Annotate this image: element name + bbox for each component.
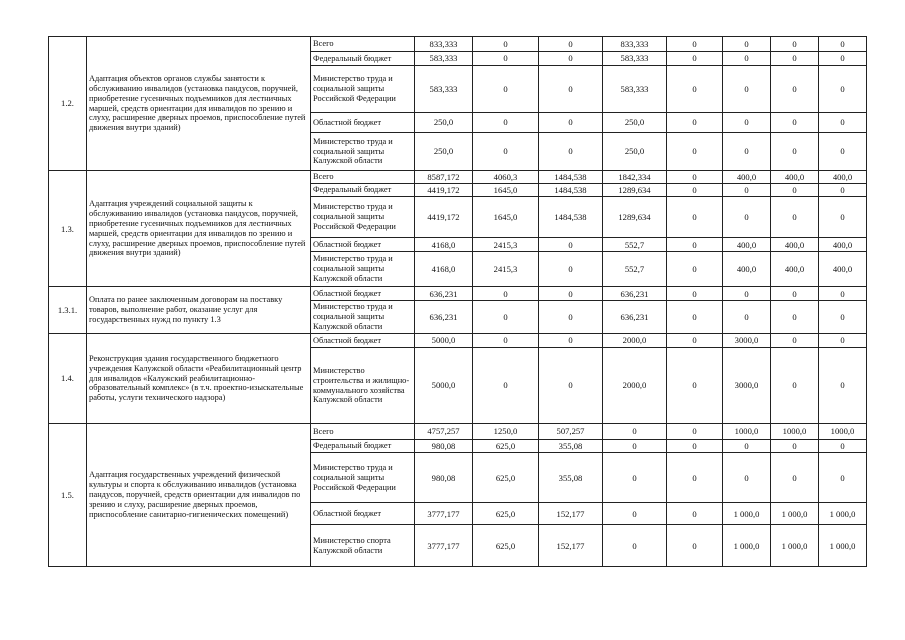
value-cell: 250,0 [415, 133, 473, 171]
value-cell: 0 [603, 525, 667, 567]
value-cell: 0 [819, 197, 867, 238]
section-number: 1.4. [49, 334, 87, 424]
value-cell: 0 [667, 348, 723, 424]
value-cell: 400,0 [819, 252, 867, 287]
funding-source: Министерство строительства и жилищно-коммунального хозяйства Калужской области [311, 348, 415, 424]
value-cell: 1 000,0 [771, 525, 819, 567]
value-cell: 0 [667, 37, 723, 52]
value-cell: 0 [603, 424, 667, 440]
table-row [49, 287, 867, 301]
value-cell: 0 [723, 52, 771, 66]
value-cell: 0 [819, 440, 867, 453]
value-cell: 1 000,0 [819, 525, 867, 567]
value-cell: 0 [473, 301, 539, 334]
value-cell: 980,08 [415, 453, 473, 503]
value-cell: 0 [723, 440, 771, 453]
value-cell: 0 [539, 238, 603, 252]
value-cell: 552,7 [603, 238, 667, 252]
value-cell: 4419,172 [415, 197, 473, 238]
value-cell: 0 [539, 334, 603, 348]
value-cell: 1842,334 [603, 171, 667, 184]
section-number: 1.3.1. [49, 287, 87, 334]
value-cell: 0 [771, 133, 819, 171]
value-cell: 583,333 [415, 66, 473, 113]
value-cell: 3000,0 [723, 348, 771, 424]
value-cell: 0 [539, 301, 603, 334]
funding-source: Всего [311, 424, 415, 440]
funding-source: Федеральный бюджет [311, 440, 415, 453]
value-cell: 0 [723, 66, 771, 113]
funding-source: Областной бюджет [311, 503, 415, 525]
value-cell: 625,0 [473, 503, 539, 525]
value-cell: 0 [603, 453, 667, 503]
value-cell: 1484,538 [539, 184, 603, 197]
value-cell: 152,177 [539, 525, 603, 567]
budget-table [48, 36, 867, 567]
value-cell: 0 [473, 287, 539, 301]
value-cell: 0 [473, 66, 539, 113]
value-cell: 0 [667, 287, 723, 301]
value-cell: 1484,538 [539, 171, 603, 184]
value-cell: 1645,0 [473, 197, 539, 238]
value-cell: 400,0 [771, 171, 819, 184]
funding-source: Министерство спорта Калужской области [311, 525, 415, 567]
value-cell: 1289,634 [603, 197, 667, 238]
table-row [49, 171, 867, 184]
funding-source: Министерство труда и социальной защиты Калужской области [311, 301, 415, 334]
value-cell: 0 [723, 287, 771, 301]
funding-source: Областной бюджет [311, 287, 415, 301]
value-cell: 0 [771, 37, 819, 52]
value-cell: 0 [667, 525, 723, 567]
value-cell: 0 [819, 184, 867, 197]
value-cell: 636,231 [415, 287, 473, 301]
value-cell: 0 [819, 348, 867, 424]
section-title: Реконструкция здания государственного бюджетного учреждения Калужской области «Реабилитационный центр для инвалидов «Калужский реабилитационно-образовательный комплекс» (в т.ч. проектно-изыскательные работы, услуги технического надзора) [87, 334, 311, 424]
value-cell: 8587,172 [415, 171, 473, 184]
value-cell: 0 [819, 301, 867, 334]
value-cell: 400,0 [771, 252, 819, 287]
value-cell: 4168,0 [415, 238, 473, 252]
value-cell: 0 [819, 113, 867, 133]
value-cell: 355,08 [539, 440, 603, 453]
value-cell: 0 [723, 113, 771, 133]
value-cell: 2415,3 [473, 252, 539, 287]
value-cell: 0 [667, 197, 723, 238]
value-cell: 0 [539, 37, 603, 52]
value-cell: 250,0 [415, 113, 473, 133]
value-cell: 0 [819, 52, 867, 66]
value-cell: 400,0 [723, 238, 771, 252]
value-cell: 1000,0 [819, 424, 867, 440]
value-cell: 400,0 [819, 171, 867, 184]
value-cell: 0 [539, 113, 603, 133]
value-cell: 0 [819, 66, 867, 113]
value-cell: 0 [473, 113, 539, 133]
value-cell: 833,333 [415, 37, 473, 52]
value-cell: 552,7 [603, 252, 667, 287]
section-title: Адаптация государственных учреждений физической культуры и спорта к обслуживанию инвалидов (установка пандусов, поручней, средств ориентации для инвалидов по зрению и слуху, расширение дверных проемов, приспособление санитарно-гигиенических помещений) [87, 424, 311, 567]
value-cell: 250,0 [603, 133, 667, 171]
value-cell: 3777,177 [415, 503, 473, 525]
value-cell: 0 [667, 66, 723, 113]
value-cell: 1 000,0 [819, 503, 867, 525]
value-cell: 0 [603, 440, 667, 453]
value-cell: 0 [539, 52, 603, 66]
section-number: 1.3. [49, 171, 87, 287]
funding-source: Министерство труда и социальной защиты Российской Федерации [311, 453, 415, 503]
value-cell: 0 [771, 453, 819, 503]
value-cell: 2000,0 [603, 348, 667, 424]
value-cell: 4060,3 [473, 171, 539, 184]
value-cell: 636,231 [603, 301, 667, 334]
value-cell: 0 [539, 252, 603, 287]
value-cell: 0 [539, 133, 603, 171]
value-cell: 0 [667, 184, 723, 197]
value-cell: 583,333 [415, 52, 473, 66]
funding-source: Федеральный бюджет [311, 184, 415, 197]
section-title: Оплата по ранее заключенным договорам на поставку товаров, выполнение работ, оказание услуг для государственных нужд по пункту 1.3 [87, 287, 311, 334]
funding-source: Областной бюджет [311, 113, 415, 133]
value-cell: 0 [819, 453, 867, 503]
value-cell: 0 [723, 184, 771, 197]
funding-source: Министерство труда и социальной защиты Калужской области [311, 133, 415, 171]
value-cell: 400,0 [723, 252, 771, 287]
value-cell: 0 [667, 424, 723, 440]
value-cell: 0 [771, 301, 819, 334]
value-cell: 0 [771, 113, 819, 133]
value-cell: 1 000,0 [723, 503, 771, 525]
funding-source: Всего [311, 171, 415, 184]
section-title: Адаптация объектов органов службы занятости к обслуживанию инвалидов (установка пандусов, поручней, приобретение гусеничных подъемников для лестничных маршей, средств ориентации для инвалидов по зрению и слуху, расширение дверных проемов, приспособление путей движения внутри зданий) [87, 37, 311, 171]
value-cell: 625,0 [473, 440, 539, 453]
funding-source: Министерство труда и социальной защиты Российской Федерации [311, 66, 415, 113]
value-cell: 0 [473, 133, 539, 171]
funding-source: Всего [311, 37, 415, 52]
value-cell: 0 [667, 52, 723, 66]
value-cell: 0 [819, 334, 867, 348]
value-cell: 250,0 [603, 113, 667, 133]
value-cell: 0 [473, 37, 539, 52]
table-row [49, 334, 867, 348]
value-cell: 355,08 [539, 453, 603, 503]
table-row [49, 37, 867, 52]
funding-source: Министерство труда и социальной защиты Калужской области [311, 252, 415, 287]
value-cell: 1289,634 [603, 184, 667, 197]
value-cell: 5000,0 [415, 348, 473, 424]
value-cell: 4419,172 [415, 184, 473, 197]
value-cell: 3000,0 [723, 334, 771, 348]
value-cell: 0 [771, 334, 819, 348]
value-cell: 0 [667, 252, 723, 287]
value-cell: 1000,0 [771, 424, 819, 440]
value-cell: 1 000,0 [723, 525, 771, 567]
value-cell: 1250,0 [473, 424, 539, 440]
value-cell: 0 [667, 453, 723, 503]
value-cell: 0 [819, 133, 867, 171]
table-body [49, 37, 867, 567]
value-cell: 1484,538 [539, 197, 603, 238]
value-cell: 0 [819, 37, 867, 52]
value-cell: 0 [667, 113, 723, 133]
value-cell: 0 [819, 287, 867, 301]
value-cell: 636,231 [603, 287, 667, 301]
value-cell: 625,0 [473, 453, 539, 503]
value-cell: 4757,257 [415, 424, 473, 440]
value-cell: 0 [667, 301, 723, 334]
value-cell: 0 [771, 197, 819, 238]
value-cell: 0 [539, 348, 603, 424]
value-cell: 5000,0 [415, 334, 473, 348]
value-cell: 0 [603, 503, 667, 525]
value-cell: 583,333 [603, 52, 667, 66]
value-cell: 0 [539, 66, 603, 113]
value-cell: 0 [771, 287, 819, 301]
funding-source: Министерство труда и социальной защиты Российской Федерации [311, 197, 415, 238]
value-cell: 0 [771, 184, 819, 197]
value-cell: 0 [723, 37, 771, 52]
section-number: 1.2. [49, 37, 87, 171]
value-cell: 0 [667, 334, 723, 348]
value-cell: 400,0 [723, 171, 771, 184]
value-cell: 507,257 [539, 424, 603, 440]
value-cell: 400,0 [819, 238, 867, 252]
value-cell: 0 [771, 348, 819, 424]
value-cell: 1645,0 [473, 184, 539, 197]
value-cell: 0 [473, 52, 539, 66]
value-cell: 400,0 [771, 238, 819, 252]
value-cell: 0 [539, 287, 603, 301]
value-cell: 152,177 [539, 503, 603, 525]
section-title: Адаптация учреждений социальной защиты к обслуживанию инвалидов (установка пандусов, поручней, приобретение гусеничных подъемников для лестничных маршей, средств ориентации для инвалидов по зрению и слуху, расширение дверных проемов, приспособление путей движения внутри зданий) [87, 171, 311, 287]
value-cell: 833,333 [603, 37, 667, 52]
value-cell: 0 [771, 440, 819, 453]
value-cell: 0 [667, 238, 723, 252]
value-cell: 0 [667, 440, 723, 453]
funding-source: Областной бюджет [311, 334, 415, 348]
value-cell: 2000,0 [603, 334, 667, 348]
value-cell: 980,08 [415, 440, 473, 453]
value-cell: 3777,177 [415, 525, 473, 567]
funding-source: Федеральный бюджет [311, 52, 415, 66]
value-cell: 0 [667, 171, 723, 184]
value-cell: 0 [667, 503, 723, 525]
value-cell: 0 [667, 133, 723, 171]
section-number: 1.5. [49, 424, 87, 567]
value-cell: 2415,3 [473, 238, 539, 252]
value-cell: 0 [723, 197, 771, 238]
table-row [49, 424, 867, 440]
funding-source: Областной бюджет [311, 238, 415, 252]
value-cell: 0 [771, 52, 819, 66]
value-cell: 583,333 [603, 66, 667, 113]
value-cell: 0 [723, 453, 771, 503]
value-cell: 1 000,0 [771, 503, 819, 525]
value-cell: 0 [723, 133, 771, 171]
value-cell: 0 [723, 301, 771, 334]
value-cell: 0 [473, 334, 539, 348]
value-cell: 1000,0 [723, 424, 771, 440]
value-cell: 625,0 [473, 525, 539, 567]
value-cell: 636,231 [415, 301, 473, 334]
value-cell: 0 [473, 348, 539, 424]
value-cell: 0 [771, 66, 819, 113]
value-cell: 4168,0 [415, 252, 473, 287]
